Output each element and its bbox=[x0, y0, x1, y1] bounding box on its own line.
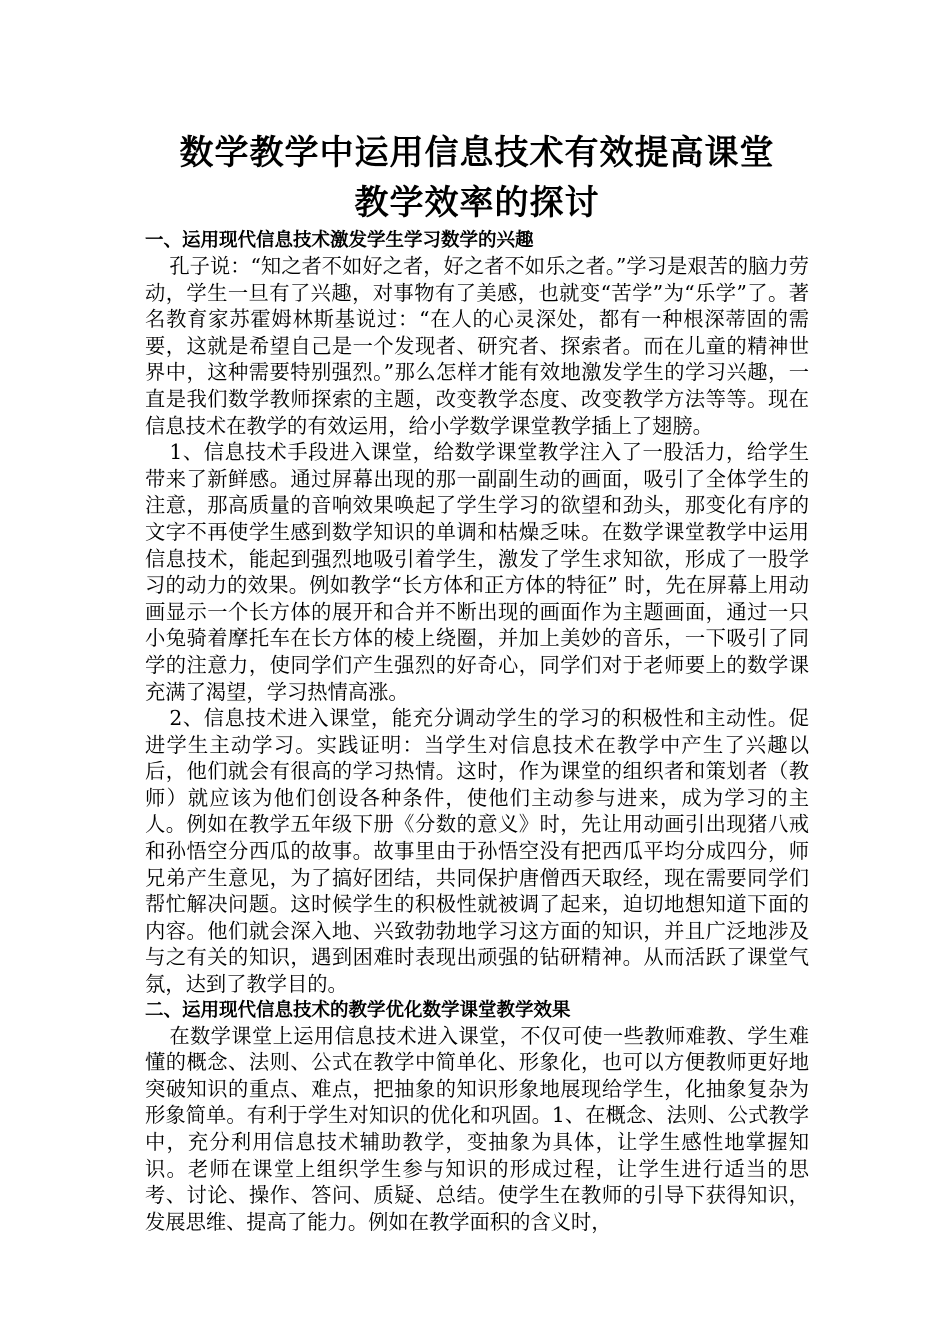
section-1-paragraph-1: 孔子说：“知之者不如好之者，好之者不如乐之者。”学习是艰苦的脑力劳动，学生一旦有了兴趣，对事物有了美感，也就变“苦学”为“乐学”了。著名教育家苏霍姆林斯基说过：“在人的心灵深处，都有一种根深蒂固的需要，这就是希望自己是一个发现者、研究者、探索者。而在儿童的精神世界中，这种需要特别强烈。”那么怎样才能有效地激发学生的学习兴趣，一直是我们数学教师探索的主题，改变教学态度、改变教学方法等等。现在信息技术在教学的有效运用，给小学数学课堂教学插上了翅膀。 bbox=[145, 254, 809, 438]
section-1-paragraph-3: 2、信息技术进入课堂，能充分调动学生的学习的积极性和主动性。促进学生主动学习。实践证明：当学生对信息技术在教学中产生了兴趣以后，他们就会有很高的学习热情。这时，作为课堂的组织者和策划者（教师）就应该为他们创设各种条件，使他们主动参与进来，成为学习的主人。例如在教学五年级下册《分数的意义》时，先让用动画引出现猪八戒和孙悟空分西瓜的故事。故事里由于孙悟空没有把西瓜平均分成四分，师兄弟产生意见，为了搞好团结，共同保护唐僧西天取经，现在需要同学们帮忙解决问题。这时候学生的积极性就被调了起来，迫切地想知道下面的内容。他们就会深入地、兴致勃勃地学习这方面的知识，并且广泛地涉及与之有关的知识，遇到困难时表现出顽强的钻研精神。从而活跃了课堂气氛，达到了教学目的。 bbox=[145, 706, 809, 997]
document-page bbox=[145, 128, 809, 1235]
document-title bbox=[145, 128, 809, 228]
section-1-heading: 一、运用现代信息技术激发学生学习数学的兴趣 bbox=[145, 230, 534, 251]
section-1-paragraph-2: 1、信息技术手段进入课堂，给数学课堂教学注入了一股活力，给学生带来了新鲜感。通过屏幕出现的那一副副生动的画面，吸引了全体学生的注意，那高质量的音响效果唤起了学生学习的欲望和劲头，那变化有序的文字不再使学生感到数学知识的单调和枯燥乏味。在数学课堂教学中运用信息技术，能起到强烈地吸引着学生，激发了学生求知欲，形成了一股学习的动力的效果。例如教学“长方体和正方体的特征” 时，先在屏幕上用动画显示一个长方体的展开和合并不断出现的画面作为主题画面，通过一只小兔骑着摩托车在长方体的棱上绕圈，并加上美妙的音乐，一下吸引了同学的注意力，使同学们产生强烈的好奇心，同学们对于老师要上的数学课充满了渴望，学习热情高涨。 bbox=[145, 440, 809, 704]
title-line-2: 教学效率的探讨 bbox=[354, 183, 600, 223]
section-2-paragraph-1: 在数学课堂上运用信息技术进入课堂，不仅可使一些教师难教、学生难懂的概念、法则、公式在教学中简单化、形象化，也可以方便教师更好地突破知识的重点、难点，把抽象的知识形象地展现给学生，化抽象复杂为形象简单。有利于学生对知识的优化和巩固。1、在概念、法则、公式教学中，充分利用信息技术辅助教学，变抽象为具体，让学生感性地掌握知识。老师在课堂上组织学生参与知识的形成过程，让学生进行适当的思考、讨论、操作、答问、质疑、总结。使学生在教师的引导下获得知识，发展思维、提高了能力。例如在教学面积的含义时， bbox=[145, 1023, 809, 1234]
title-line-1: 数学教学中运用信息技术有效提高课堂 bbox=[179, 133, 775, 173]
section-2-heading: 二、运用现代信息技术的教学优化数学课堂教学效果 bbox=[145, 999, 571, 1021]
